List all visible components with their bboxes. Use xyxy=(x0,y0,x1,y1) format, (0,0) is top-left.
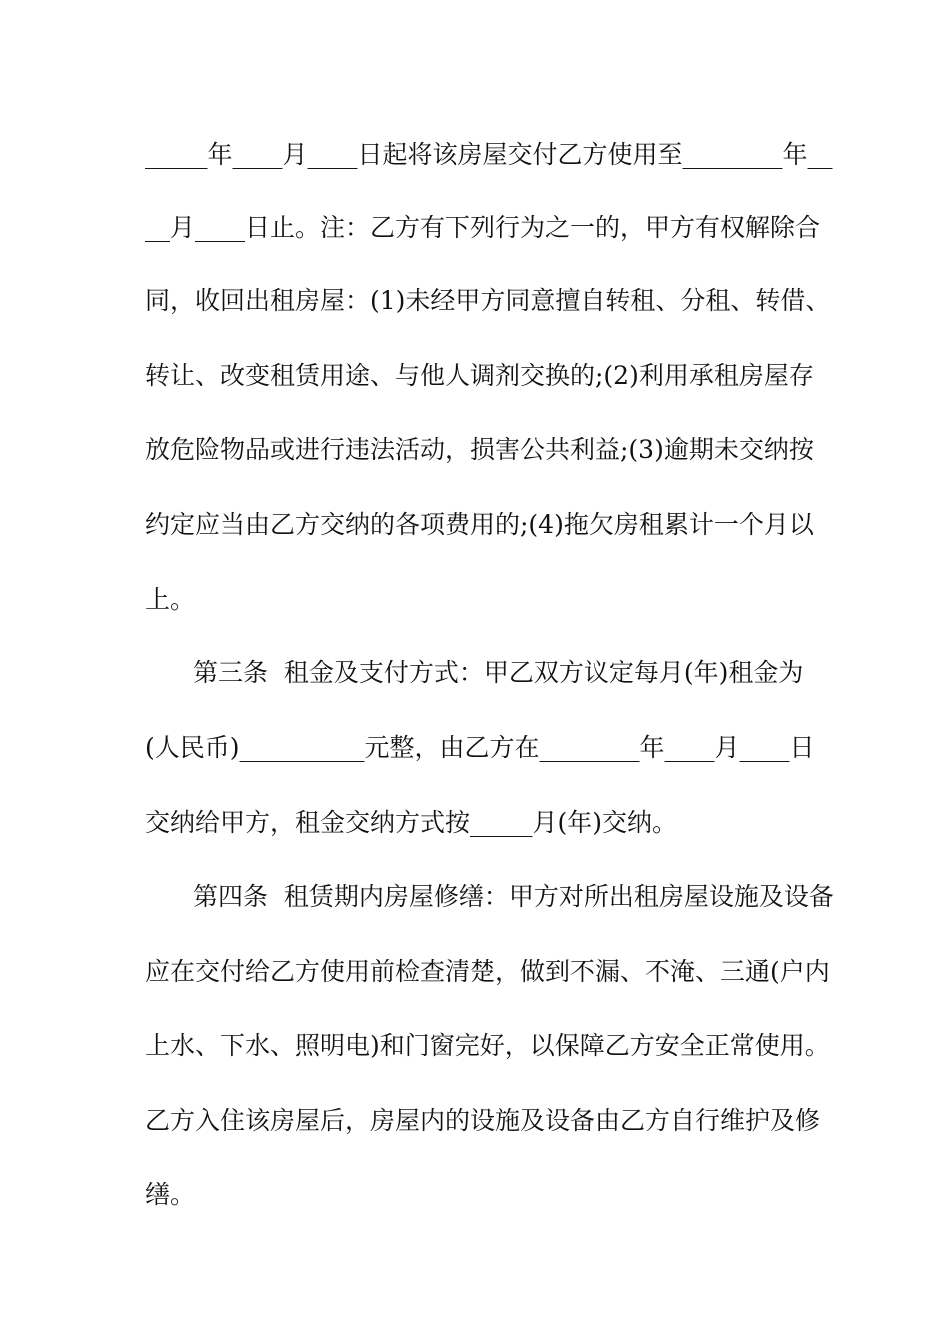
text-line-9: (人民币)__________元整，由乙方在________年____月____日 xyxy=(145,733,815,762)
text-line-3: 同，收回出租房屋：(1)未经甲方同意擅自转租、分租、转借、 xyxy=(145,286,831,315)
text-line-12: 应在交付给乙方使用前检查清楚，做到不漏、不淹、三通(户内 xyxy=(145,957,830,986)
text-line-15: 缮。 xyxy=(145,1180,196,1209)
text-line-6: 约定应当由乙方交纳的各项费用的;(4)拖欠房租累计一个月以 xyxy=(145,510,814,539)
text-line-7: 上。 xyxy=(145,585,196,614)
text-line-14: 乙方入住该房屋后，房屋内的设施及设备由乙方自行维护及修 xyxy=(145,1106,821,1135)
text-line-13: 上水、下水、照明电)和门窗完好，以保障乙方安全正常使用。 xyxy=(145,1031,830,1060)
text-line-5: 放危险物品或进行违法活动，损害公共利益;(3)逾期未交纳按 xyxy=(145,435,814,464)
text-line-1: _____年____月____日起将该房屋交付乙方使用至________年__ xyxy=(145,140,833,169)
text-line-10: 交纳给甲方，租金交纳方式按_____月(年)交纳。 xyxy=(145,808,678,837)
article-3-heading-line: 第三条 租金及支付方式：甲乙双方议定每月(年)租金为 xyxy=(193,658,804,687)
text-line-2: __月____日止。注：乙方有下列行为之一的，甲方有权解除合 xyxy=(145,213,821,242)
article-4-heading-line: 第四条 租赁期内房屋修缮：甲方对所出租房屋设施及设备 xyxy=(193,882,834,911)
text-line-4: 转让、改变租赁用途、与他人调剂交换的;(2)利用承租房屋存 xyxy=(145,361,814,390)
